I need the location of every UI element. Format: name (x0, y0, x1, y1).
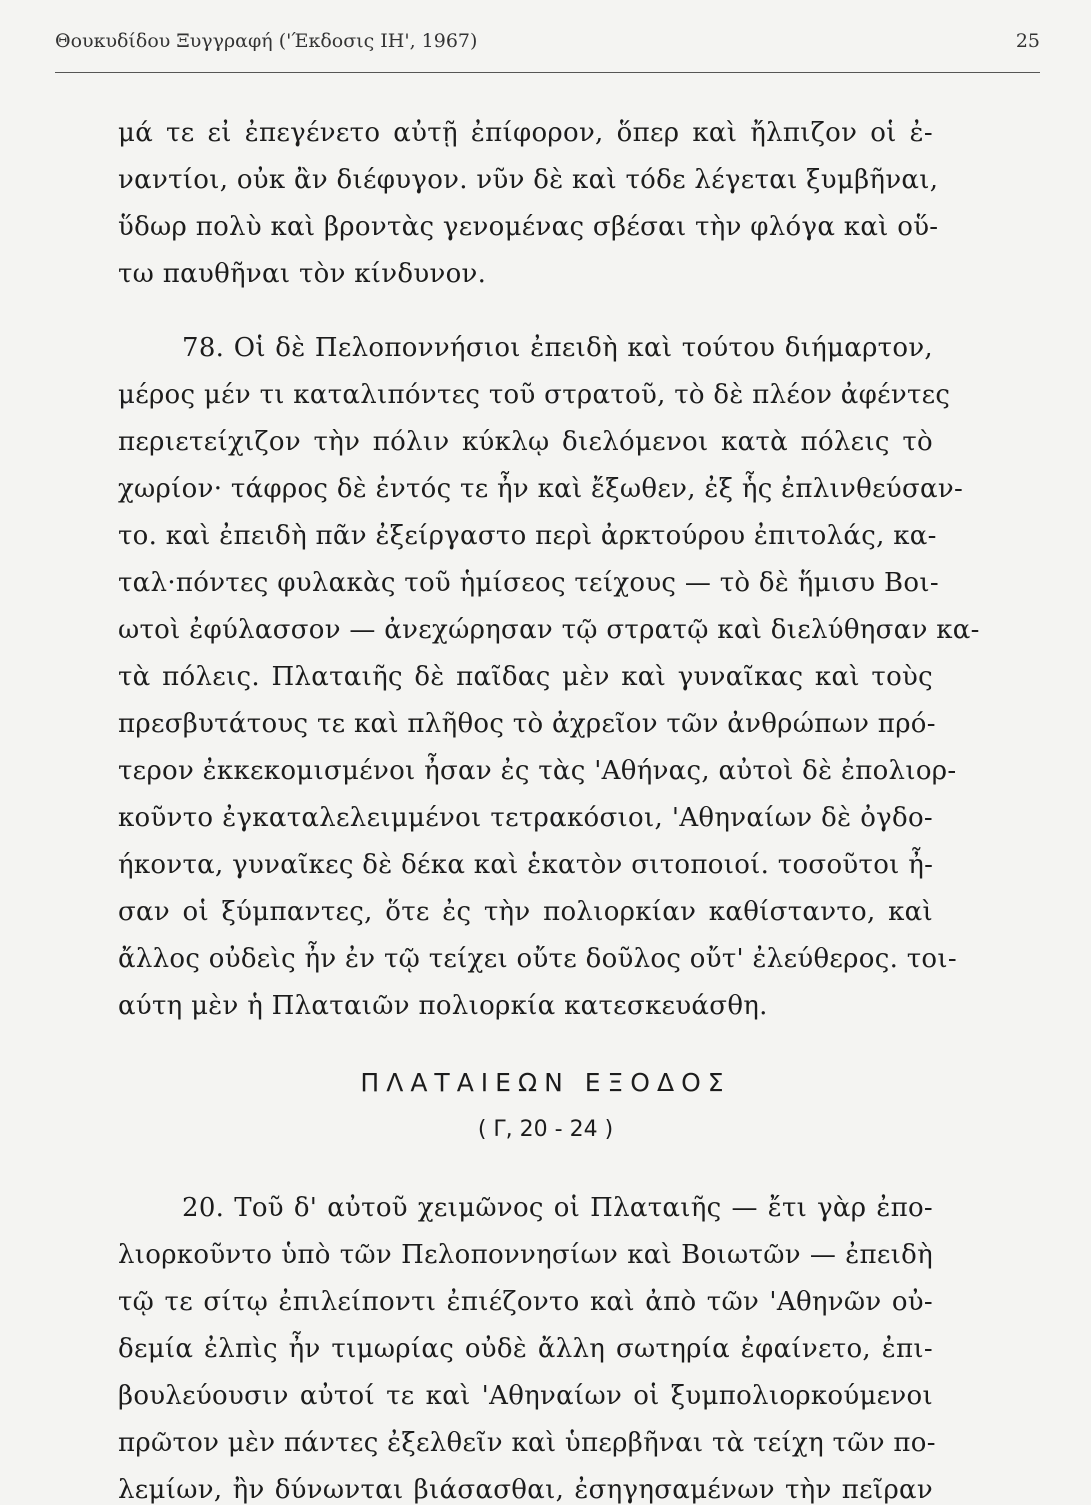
text-line: μέρος μέν τι καταλιπόντες τοῦ στρατοῦ, τὸ δὲ πλέον ἀφέντες (118, 380, 951, 410)
text-line: ἄλλος οὐδεὶς ἦν ἐν τῷ τείχει οὔτε δοῦλος οὔτ' ἐλεύθερος. τοι- (118, 944, 957, 974)
text-line: βουλεύουσιν αὐτοί τε καὶ 'Αθηναίων οἱ ξυμπολιορκούμενοι (118, 1381, 933, 1411)
text-line: τὰ πόλεις. Πλαταιῆς δὲ παῖδας μὲν καὶ γυναῖκας καὶ τοὺς (118, 662, 933, 692)
text-line: το. καὶ ἐπειδὴ πᾶν ἐξείργαστο περὶ ἀρκτούρου ἐπιτολάς, κα- (118, 521, 937, 551)
text-line: πρῶτον μὲν πάντες ἐξελθεῖν καὶ ὑπερβῆναι τὰ τείχη τῶν πο- (118, 1428, 936, 1458)
section-title: ΠΛΑΤΑΙΕΩΝ ΕΞΟΔΟΣ (360, 1068, 731, 1097)
text-line: λεμίων, ἢν δύνωνται βιάσασθαι, ἐσηγησαμένων τὴν πεῖραν (118, 1475, 933, 1505)
text-line: κοῦντο ἐγκαταλελειμμένοι τετρακόσιοι, 'Αθηναίων δὲ ὀγδο- (118, 803, 933, 833)
text-line: 20. Τοῦ δ' αὐτοῦ χειμῶνος οἱ Πλαταιῆς — ἔτι γὰρ ἐπο- (182, 1193, 933, 1223)
running-header (55, 30, 1040, 52)
text-line: αύτη μὲν ἡ Πλαταιῶν πολιορκία κατεσκευάσθη. (118, 991, 768, 1021)
page-number: 25 (1015, 30, 1040, 52)
header-rule (55, 72, 1040, 73)
text-line: ταλ·πόντες φυλακὰς τοῦ ἡμίσεος τείχους — τὸ δὲ ἥμισυ Βοι- (118, 568, 939, 598)
text-line: ήκοντα, γυναῖκες δὲ δέκα καὶ ἑκατὸν σιτοποιοί. τοσοῦτοι ἦ- (118, 850, 934, 880)
section-reference: ( Γ, 20 - 24 ) (477, 1117, 614, 1142)
text-line: χωρίον· τάφρος δὲ ἐντός τε ἦν καὶ ἔξωθεν, ἐξ ἧς ἐπλινθεύσαν- (118, 474, 964, 504)
running-title: Θουκυδίδου Ξυγγραφή ('Έκδοσις ΙΗ', 1967) (55, 30, 478, 52)
text-line: δεμία ἐλπὶς ἦν τιμωρίας οὐδὲ ἄλλη σωτηρία ἐφαίνετο, ἐπι- (118, 1334, 933, 1364)
text-line: μά τε εἰ ἐπεγένετο αὐτῇ ἐπίφορον, ὅπερ καὶ ἤλπιζον οἱ ἐ- (118, 118, 933, 148)
text-line: λιορκοῦντο ὑπὸ τῶν Πελοποννησίων καὶ Βοιωτῶν — ἐπειδὴ (118, 1240, 933, 1270)
text-line: ὕδωρ πολὺ καὶ βροντὰς γενομένας σβέσαι τὴν φλόγα καὶ οὕ- (118, 212, 939, 242)
text-line: 78. Οἱ δὲ Πελοποννήσιοι ἐπειδὴ καὶ τούτου διήμαρτον, (182, 333, 933, 363)
text-line: ναντίοι, οὐκ ἂν διέφυγον. νῦν δὲ καὶ τόδε λέγεται ξυμβῆναι, (118, 165, 939, 195)
text-line: τω παυθῆναι τὸν κίνδυνον. (118, 259, 487, 289)
text-line: τῷ τε σίτῳ ἐπιλείποντι ἐπιέζοντο καὶ ἀπὸ τῶν 'Αθηνῶν οὐ- (118, 1287, 933, 1317)
text-line: σαν οἱ ξύμπαντες, ὅτε ἐς τὴν πολιορκίαν καθίσταντο, καὶ (118, 897, 933, 927)
text-line: τερον ἐκκεκομισμένοι ἦσαν ἐς τὰς 'Αθήνας, αὐτοὶ δὲ ἐπολιορ- (118, 756, 957, 786)
text-line: ωτοὶ ἐφύλασσον — ἀνεχώρησαν τῷ στρατῷ καὶ διελύθησαν κα- (118, 615, 980, 645)
text-line: πρεσβυτάτους τε καὶ πλῆθος τὸ ἀχρεῖον τῶν ἀνθρώπων πρό- (118, 709, 936, 739)
text-line: περιετείχιζον τὴν πόλιν κύκλῳ διελόμενοι κατὰ πόλεις τὸ (118, 427, 933, 457)
